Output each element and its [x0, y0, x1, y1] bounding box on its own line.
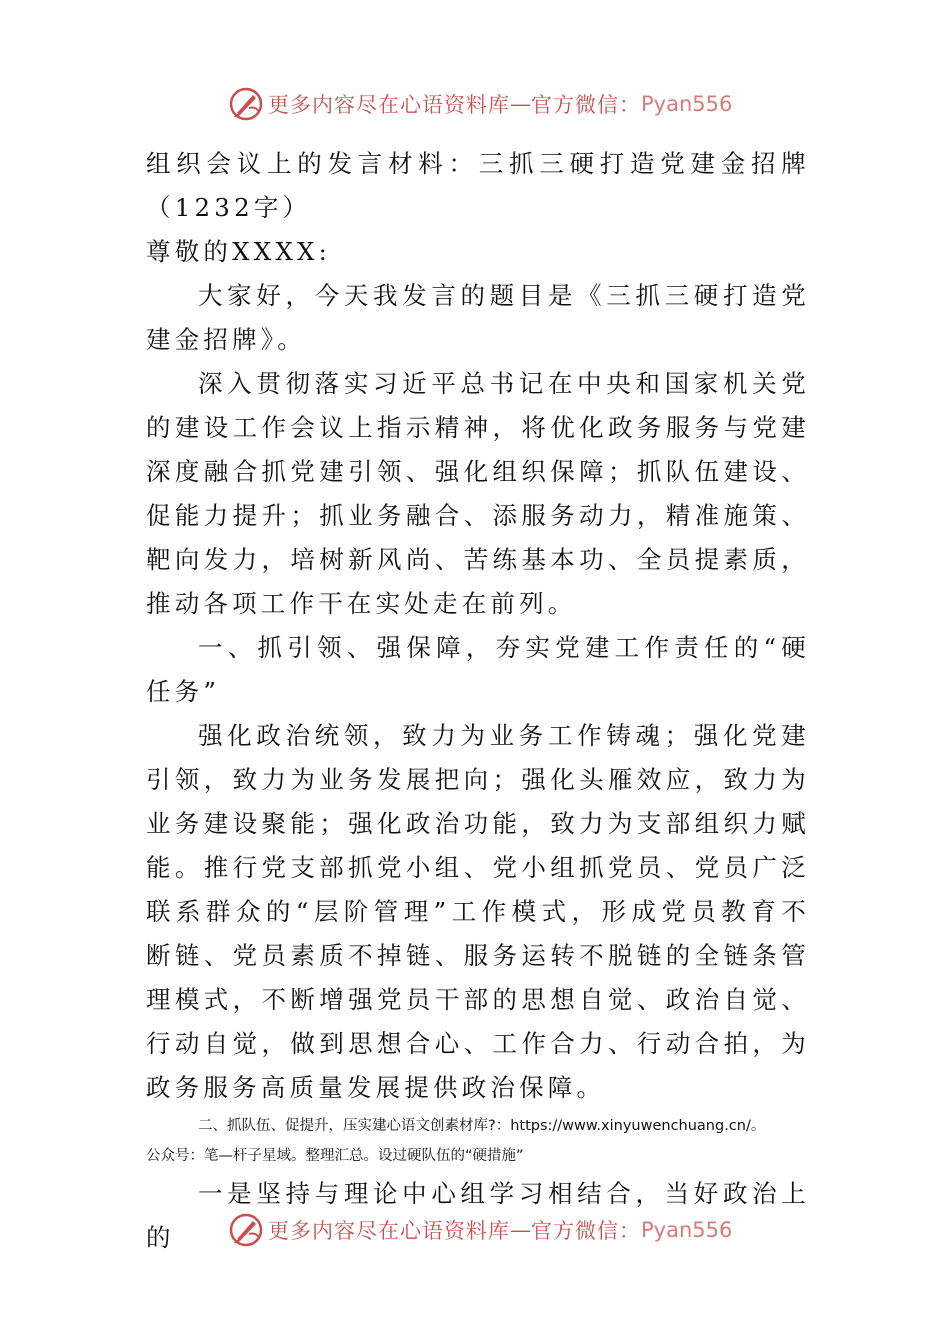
watermark-label: 官方微信： [531, 93, 641, 117]
pen-brush-logo-icon [228, 1212, 264, 1248]
document-title: 组织会议上的发言材料：三抓三硬打造党建金招牌（1232字） [146, 149, 810, 222]
inserted-line-1: 二、抓队伍、促提升，压实建心语文创素材库?：https://www.xinyuwenchuang.cn/。 [198, 1118, 766, 1134]
watermark-handle: Pyan556 [641, 92, 733, 116]
watermark-handle: Pyan556 [641, 1218, 733, 1242]
watermark-separator: — [510, 1218, 531, 1242]
watermark-text: 更多内容尽在心语资料库 [268, 1219, 510, 1243]
watermark-separator: — [510, 92, 531, 116]
section-heading-1: 一、抓引领、强保障，夯实党建工作责任的“硬任务” [146, 633, 810, 706]
watermark-header [228, 84, 732, 124]
paragraph-last: 一是坚持与理论中心组学习相结合，当好政治上的 [146, 1179, 810, 1252]
paragraph-intro: 大家好，今天我发言的题目是《三抓三硬打造党建金招牌》。 [146, 281, 810, 354]
salutation: 尊敬的XXXX: [146, 237, 332, 266]
pen-brush-logo-icon [228, 86, 264, 122]
watermark-text: 更多内容尽在心语资料库 [268, 93, 510, 117]
watermark-footer [228, 1210, 732, 1250]
watermark-label: 官方微信： [531, 1219, 641, 1243]
paragraph-overview: 深入贯彻落实习近平总书记在中央和国家机关党的建设工作会议上指示精神，将优化政务服务与党建深度融合抓党建引领、强化组织保障；抓队伍建设、促能力提升；抓业务融合、添服务动力，精准施策、靶向发力，培树新风尚、苦练基本功、全员提素质，推动各项工作干在实处走在前列。 [146, 369, 810, 618]
inserted-line-2: 公众号：笔—杆子星域。整理汇总。设过硬队伍的“硬措施” [146, 1148, 524, 1164]
paragraph-section-1: 强化政治统领，致力为业务工作铸魂；强化党建引领，致力为业务发展把向；强化头雁效应，致力为业务建设聚能；强化政治功能，致力为支部组织力赋能。推行党支部抓党小组、党小组抓党员、党员广泛联系群众的“层阶管理”工作模式，形成党员教育不断链、党员素质不掉链、服务运转不脱链的全链条管理模式，不断增强党员干部的思想自觉、政治自觉、行动自觉，做到思想合心、工作合力、行动合拍，为政务服务高质量发展提供政治保障。 [146, 721, 810, 1102]
document-body [146, 142, 810, 1260]
